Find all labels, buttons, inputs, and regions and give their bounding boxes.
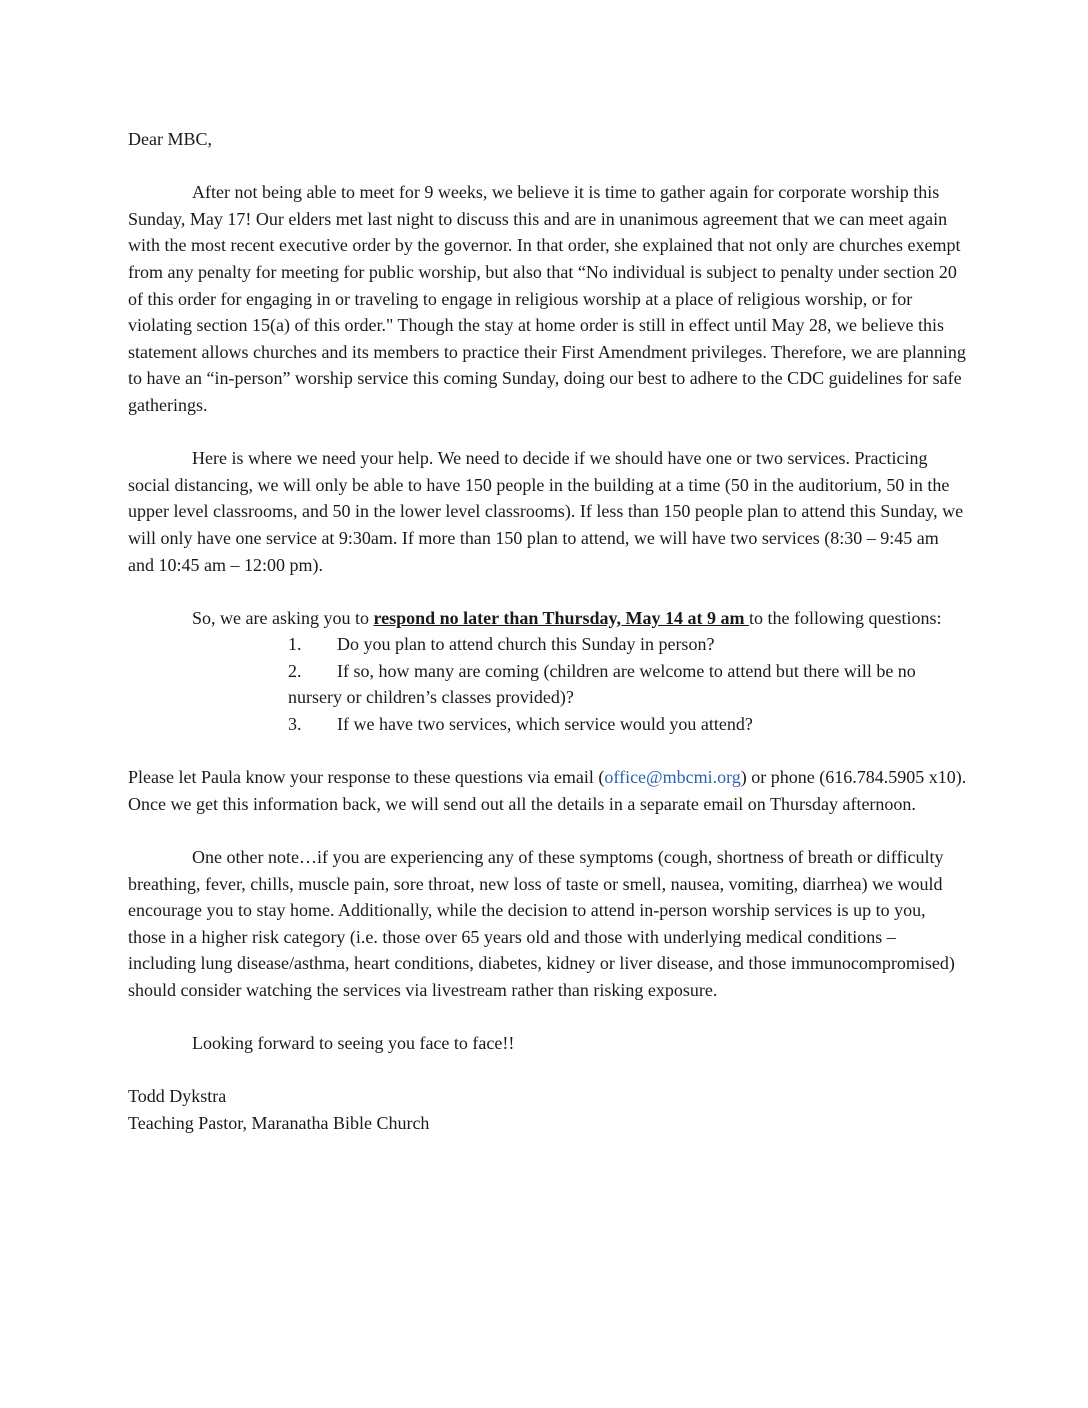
questions-list (128, 631, 948, 737)
contact-outro: ) or phone (616.784.5905 x10). Once we get this information back, we will send out all the details in a separate email on Thursday afternoon. (128, 767, 967, 814)
question-text: Do you plan to attend church this Sunday in person? (337, 634, 715, 655)
question-number: 3. (288, 714, 302, 735)
question-number: 1. (288, 634, 302, 655)
paragraph-reopening: After not being able to meet for 9 weeks, we believe it is time to gather again for corporate worship this Sunday, May 17! Our elders met last night to discuss this and are in unanimous agreement that we can meet again with the most recent executive order by the governor. In that order, she explained that not only are churches exempt from any penalty for meeting for public worship, but also that “No individual is subject to penalty under section 20 of this order for engaging in or traveling to engage in religious worship at a place of religious worship, or for violating section 15(a) of this order." Though the stay at home order is still in effect until May 28, we believe this statement allows churches and its members to practice their First Amendment privileges. Therefore, we are planning to have an “in-person” worship service this coming Sunday, doing our best to adhere to the CDC guidelines for safe gatherings. (128, 182, 966, 415)
question-number: 2. (288, 660, 302, 681)
question-item (288, 658, 948, 711)
question-item (288, 711, 948, 738)
email-link[interactable]: office@mbcmi.org (604, 767, 741, 788)
question-text: If we have two services, which service would you attend? (337, 714, 753, 735)
contact-intro: Please let Paula know your response to these questions via email ( (128, 767, 605, 788)
question-item (288, 631, 948, 658)
request-outro: to the following questions: (749, 607, 942, 628)
signature-name: Todd Dykstra (128, 1086, 227, 1107)
question-text: If so, how many are coming (children are welcome to attend but there will be no nursery or children’s classes provided)? (288, 660, 916, 708)
signature-title: Teaching Pastor, Maranatha Bible Church (128, 1112, 430, 1133)
salutation: Dear MBC, (128, 129, 212, 149)
response-deadline: respond no later than Thursday, May 14 at 9 am (373, 607, 750, 628)
paragraph-contact (128, 764, 968, 817)
paragraph-services: Here is where we need your help. We need to decide if we should have one or two services. Practicing social distancing, we will only be able to have 150 people in the building at a time (50 in the auditorium, 50 in the upper level classrooms, and 50 in the lower level classrooms). If less than 150 people plan to attend this Sunday, we will only have one service at 9:30am. If more than 150 plan to attend, we will have two services (8:30 – 9:45 am and 10:45 am – 12:00 pm). (128, 448, 964, 575)
request-intro: So, we are asking you to (192, 607, 374, 628)
paragraph-health-note: One other note…if you are experiencing any of these symptoms (cough, shortness of breath or difficulty breathing, fever, chills, muscle pain, sore throat, new loss of taste or smell, nausea, vomiting, diarrhea) we would encourage you to stay home. Additionally, while the decision to attend in-person worship services is up to you, those in a higher risk category (i.e. those over 65 years old and those with underlying medical conditions – including lung disease/asthma, heart conditions, diabetes, kidney or liver disease, and those immunocompromised) should consider watching the services via livestream rather than risking exposure. (128, 847, 955, 1000)
paragraph-request (128, 605, 968, 632)
closing-line: Looking forward to seeing you face to face!! (192, 1033, 515, 1054)
